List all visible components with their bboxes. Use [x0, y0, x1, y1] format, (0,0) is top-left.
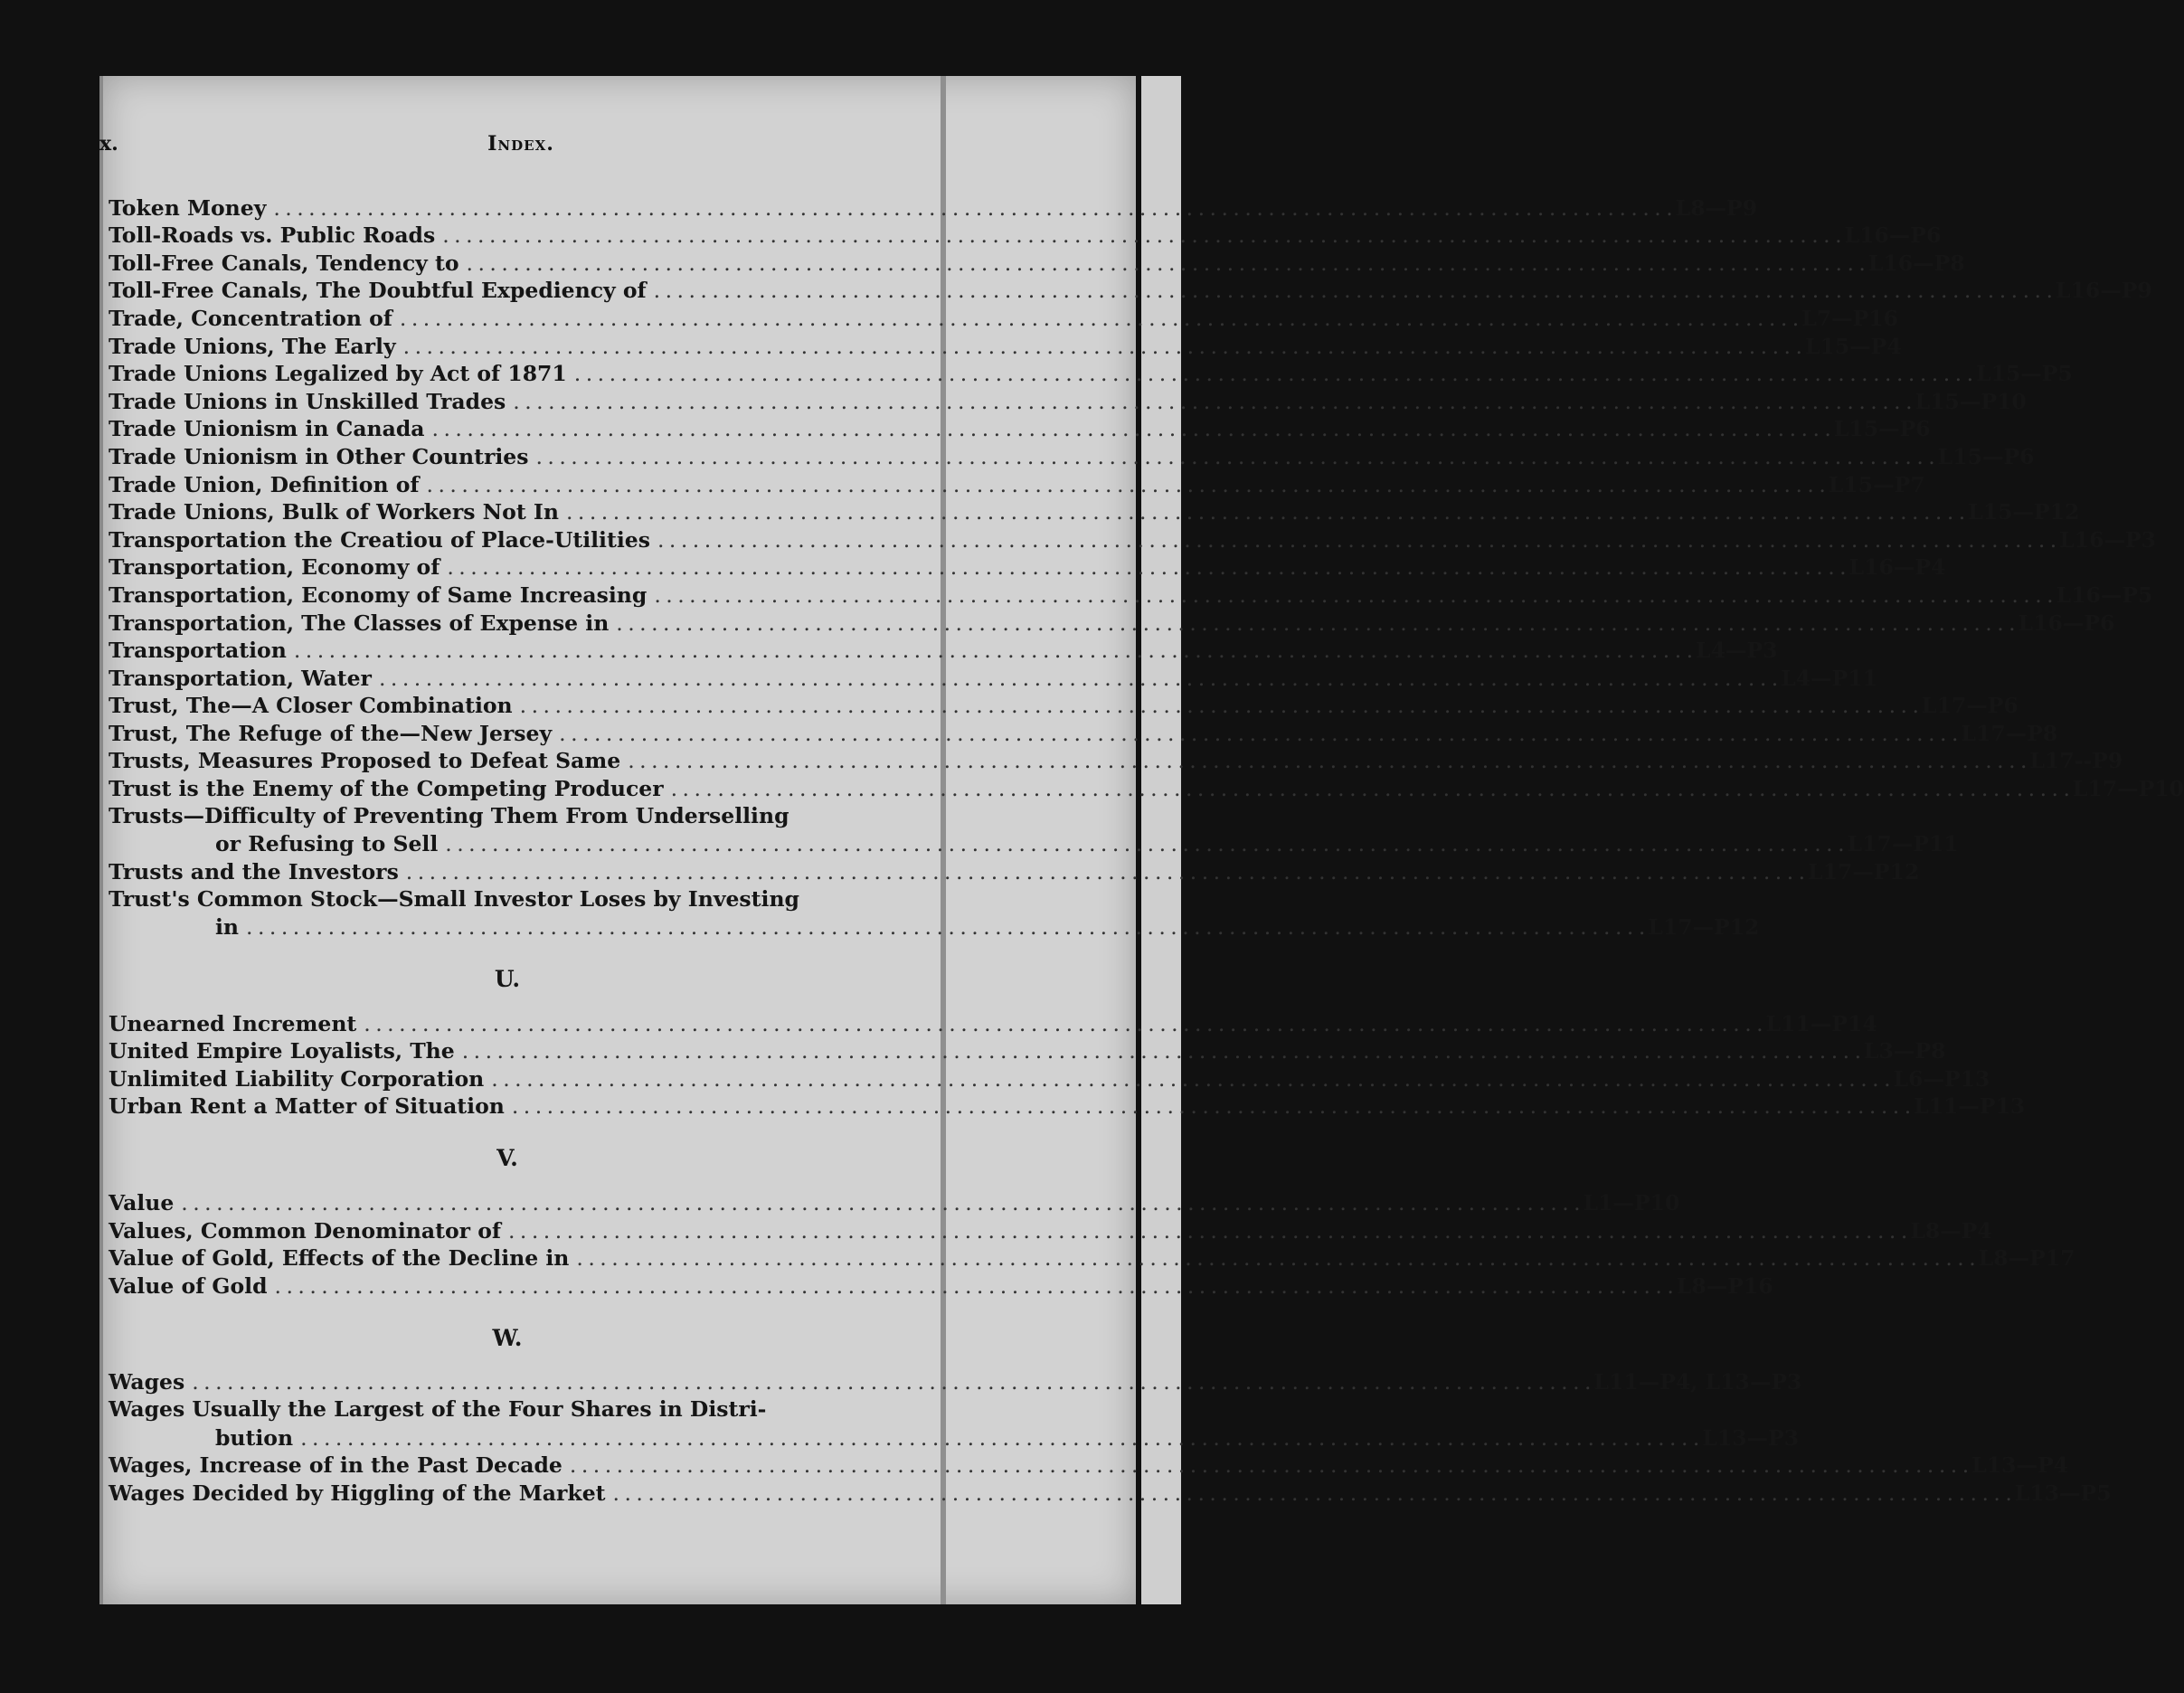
index-entry	[109, 637, 1778, 665]
leader-dots	[462, 1037, 1860, 1064]
index-entry-label: Trust's Common Stock—Small Investor Loses by Investing	[109, 885, 799, 912]
leader-dots	[400, 305, 1798, 332]
index-entry	[109, 360, 2073, 388]
leader-dots	[275, 1272, 1673, 1300]
leader-dots	[566, 498, 1964, 525]
index-entry	[109, 470, 1925, 498]
index-entry-ref: L17—P12	[1648, 914, 1760, 941]
index-entry-label: Value of Gold, Effects of the Decline in	[109, 1245, 570, 1272]
index-entry	[109, 747, 2123, 775]
section-heading-u: U.	[494, 966, 521, 993]
index-entry-label: Transportation the Creatiou of Place-Utilities	[109, 526, 650, 553]
leader-dots	[613, 1480, 2011, 1507]
page-header	[99, 132, 942, 168]
index-entry	[109, 277, 2152, 305]
index-entry	[109, 1009, 1877, 1037]
index-entry-ref: L8—P16	[1676, 1272, 1773, 1299]
leader-dots	[406, 858, 1804, 885]
index-entry-ref: L16—P9	[2055, 278, 2152, 304]
index-entry	[109, 249, 1965, 277]
index-entry-ref: L6—P13	[1893, 1065, 1990, 1092]
leader-dots	[513, 388, 1911, 415]
index-entry-label: Values, Common Denominator of	[109, 1217, 501, 1244]
section-heading-v: V.	[496, 1145, 518, 1172]
index-entry-label: Urban Rent a Matter of Situation	[109, 1093, 505, 1120]
index-entry	[109, 1037, 1946, 1065]
index-list	[109, 194, 2184, 1507]
index-entry-ref: L13—P5	[2014, 1480, 2112, 1506]
index-entry-label-cont: bution	[215, 1424, 294, 1451]
index-entry-ref: L15—P6	[1833, 416, 1931, 442]
index-entry	[109, 609, 2115, 637]
index-entry-ref: L17—P8	[1961, 720, 2058, 746]
index-entry-label: Transportation, Economy of	[109, 554, 440, 581]
index-entry-ref: L4—P11	[1781, 665, 1878, 691]
leader-dots	[300, 1424, 1698, 1452]
index-entry-label: Trade Unions, The Early	[109, 333, 396, 359]
leader-dots	[192, 1368, 1590, 1395]
index-entry-label: Value of Gold	[109, 1272, 268, 1299]
index-entry-ref: L1—P10	[1583, 1190, 1680, 1215]
index-entry-label: Wages Decided by Higgling of the Market	[109, 1480, 606, 1506]
leader-dots	[671, 775, 2069, 802]
index-entry	[109, 1092, 2026, 1121]
leader-dots	[654, 277, 2052, 304]
index-entry-label: Toll-Roads vs. Public Roads	[109, 222, 436, 249]
leader-dots	[403, 333, 1801, 360]
index-entry-ref: L7—P16	[1801, 305, 1898, 331]
leader-dots	[294, 637, 1692, 664]
index-entry	[109, 1479, 2112, 1507]
index-entry-ref: L11—P13	[1914, 1093, 2026, 1120]
index-entry-ref: L13—P4	[1971, 1452, 2068, 1479]
index-entry-label: Trade, Concentration of	[109, 305, 392, 331]
index-entry-label: Trade Union, Definition of	[109, 471, 420, 497]
leader-dots	[432, 415, 1830, 442]
index-entry-label: Wages Usually the Largest of the Four Shares in Distri-	[109, 1396, 767, 1423]
index-section-t	[109, 194, 2184, 802]
leader-dots	[535, 443, 1933, 470]
index-entry-ref: L3—P8	[1864, 1038, 1946, 1064]
index-entry	[109, 1272, 1773, 1300]
index-entry	[109, 194, 1758, 222]
leader-dots	[570, 1452, 1968, 1479]
leader-dots	[246, 913, 1644, 941]
index-entry-ref: L15—P12	[1968, 499, 2080, 525]
index-entry-label: Trade Unions in Unskilled Trades	[109, 388, 506, 414]
index-entry-ref: L16—P8	[1867, 250, 1965, 276]
index-entry	[109, 1395, 1800, 1451]
index-entry	[109, 692, 2019, 720]
index-entry-ref: L16—P4	[1848, 554, 1946, 581]
leader-dots	[379, 665, 1777, 692]
index-entry-label: Wages	[109, 1369, 185, 1395]
index-entry	[109, 581, 2153, 609]
index-entry-label: Trusts, Measures Proposed to Defeat Same	[109, 748, 621, 774]
index-entry	[109, 1368, 1802, 1396]
index-entry-label-cont: or Refusing to Sell	[215, 831, 439, 857]
index-entry-label: United Empire Loyalists, The	[109, 1038, 455, 1064]
index-entry-label: Transportation, Water	[109, 665, 372, 691]
index-entry	[109, 857, 1920, 885]
index-entry-ref: L16—P5	[2056, 582, 2153, 608]
index-entry-label: Trade Unionism in Other Countries	[109, 443, 529, 469]
leader-dots	[654, 582, 2052, 609]
index-entry	[109, 525, 2157, 553]
leader-dots	[576, 1244, 1974, 1272]
index-entry-ref: L8—P9	[1675, 194, 1758, 221]
index-entry	[109, 332, 1902, 360]
index-entry-label-cont: in	[215, 914, 240, 941]
leader-dots	[491, 1065, 1889, 1092]
index-entry	[109, 304, 1898, 332]
index-entry-label: Toll-Free Canals, The Doubtful Expediency of	[109, 278, 647, 304]
index-entry-label: Toll-Free Canals, Tendency to	[109, 250, 459, 276]
index-entry-ref: L4—P3	[1696, 638, 1778, 664]
leader-dots	[559, 720, 1957, 747]
index-entry-ref: L8—P4	[1910, 1217, 1992, 1244]
index-entry-ref: L17--P9	[2029, 748, 2123, 774]
index-entry-ref: L11—P4, L13—P3	[1593, 1369, 1802, 1395]
index-entry	[109, 885, 1760, 941]
index-entry-ref: L15—P10	[1915, 388, 2027, 414]
index-entry-ref: L17—P11	[1847, 831, 1959, 857]
index-entry-label: Trusts and the Investors	[109, 858, 399, 884]
leader-dots	[508, 1217, 1906, 1244]
index-entry	[109, 498, 2080, 526]
index-entry-label: Trust, The Refuge of the—New Jersey	[109, 720, 553, 746]
index-entry-label: Trade Unions Legalized by Act of 1871	[109, 361, 567, 387]
index-entry-ref: L16—P3	[2059, 526, 2157, 553]
leader-dots	[628, 747, 2026, 774]
index-entry	[109, 387, 2027, 415]
index-entry-label: Value	[109, 1190, 175, 1215]
leader-dots	[657, 526, 2056, 553]
index-entry-label: Trade Unions, Bulk of Workers Not In	[109, 499, 559, 525]
leader-dots	[447, 553, 1845, 581]
index-entry-ref: L16—P6	[1844, 222, 1942, 249]
index-entry-label: Unlimited Liability Corporation	[109, 1065, 485, 1092]
index-entry	[109, 1452, 2068, 1480]
index-entry	[109, 1188, 1680, 1216]
index-entry-label: Unearned Increment	[109, 1010, 357, 1036]
index-section-u	[109, 1009, 2026, 1120]
index-entry-label: Trust, The—A Closer Combination	[109, 693, 513, 719]
index-entry	[109, 553, 1946, 582]
index-entry-label: Transportation, Economy of Same Increasing	[109, 582, 648, 608]
index-entry-ref: L15—P4	[1804, 333, 1902, 359]
leader-dots	[427, 471, 1825, 498]
leader-dots	[512, 1092, 1910, 1120]
section-heading-w: W.	[492, 1324, 523, 1351]
index-entry	[109, 802, 1959, 857]
leader-dots	[445, 830, 1843, 857]
index-entry-ref: L15—P7	[1828, 471, 1925, 497]
index-entry-ref: L8—P17	[1978, 1245, 2075, 1272]
index-entry-label: Wages, Increase of in the Past Decade	[109, 1452, 563, 1479]
leader-dots	[520, 692, 1918, 719]
page-title: Index.	[487, 132, 554, 156]
index-entry-ref: L17—P6	[1921, 693, 2019, 719]
leader-dots	[616, 610, 2014, 637]
index-entry	[109, 222, 1942, 250]
index-entry	[109, 1244, 2075, 1272]
index-entry-ref: L15—P5	[1976, 361, 2073, 387]
leader-dots	[364, 1010, 1762, 1037]
leader-dots	[467, 250, 1865, 277]
index-entry-label: Trusts—Difficulty of Preventing Them From Underselling	[109, 803, 789, 829]
index-entry	[109, 774, 2184, 802]
index-entry-label: Transportation, The Classes of Expense in	[109, 610, 610, 636]
index-section-v	[109, 1188, 2075, 1299]
index-entry-ref: L17—P12	[1808, 858, 1920, 884]
index-entry	[109, 719, 2058, 747]
index-entry-ref: L17—P10	[2072, 776, 2184, 802]
index-entry-label: Trust is the Enemy of the Competing Producer	[109, 776, 664, 802]
page-number: x.	[99, 132, 118, 156]
index-entry	[109, 442, 2035, 470]
index-entry	[109, 415, 1931, 443]
index-entry-ref: L13—P3	[1702, 1424, 1800, 1451]
index-entry	[109, 1216, 1992, 1244]
index-entry	[109, 664, 1878, 692]
index-section-w	[109, 1452, 2112, 1507]
index-entry-ref: L16—P6	[2018, 610, 2115, 636]
index-entry-ref: L15—P6	[1937, 443, 2035, 469]
index-entry-label: Transportation	[109, 638, 287, 664]
index-entry-label: Token Money	[109, 194, 267, 221]
leader-dots	[273, 194, 1671, 222]
index-entry-label: Trade Unionism in Canada	[109, 416, 425, 442]
leader-dots	[574, 360, 1972, 387]
index-entry	[109, 1064, 1990, 1092]
leader-dots	[442, 222, 1840, 249]
index-entry-ref: L11—P14	[1765, 1010, 1877, 1036]
leader-dots	[181, 1189, 1579, 1216]
